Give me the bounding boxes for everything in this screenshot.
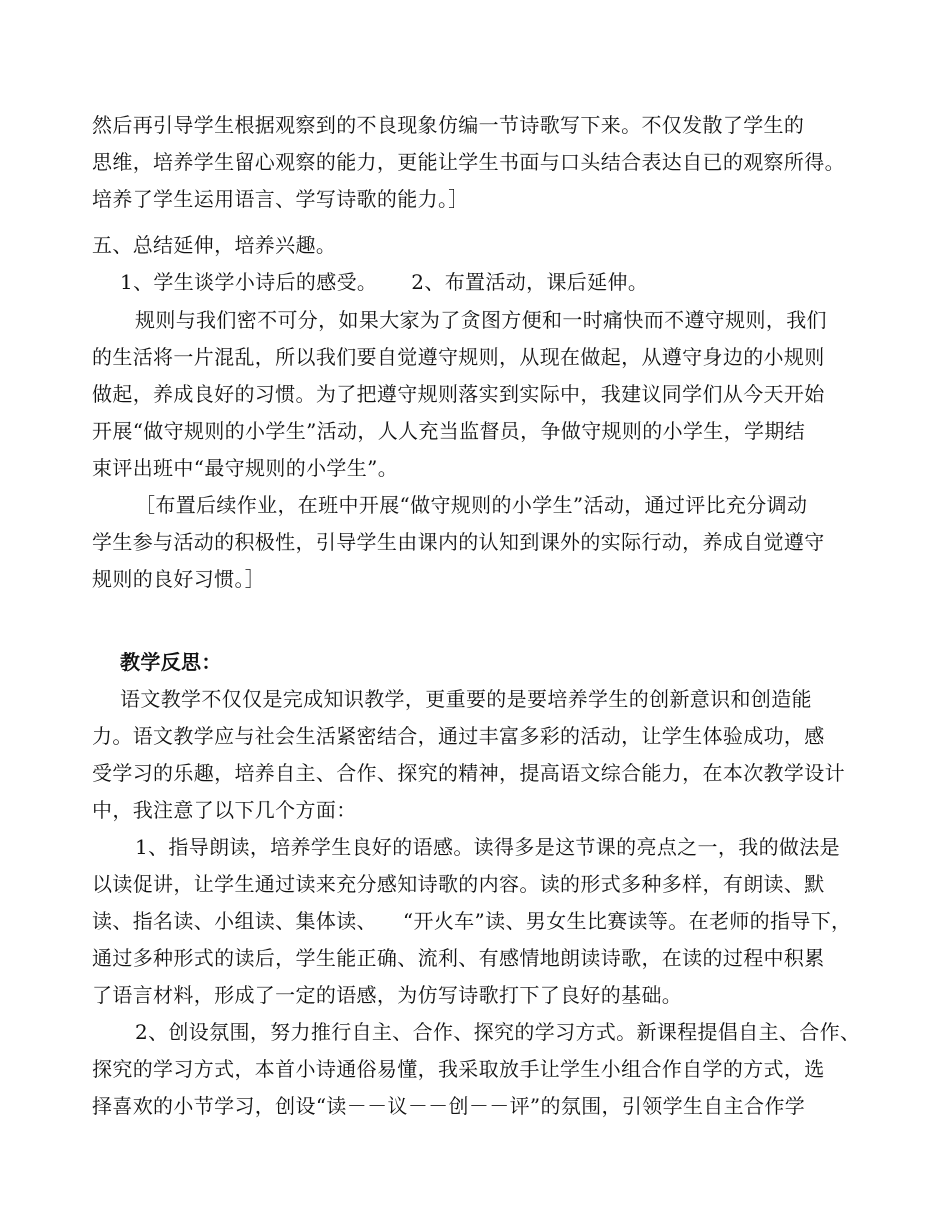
reflection-p1-line-1: 语文教学不仅仅是完成知识教学，更重要的是要培养学生的创新意识和创造能 — [120, 687, 812, 711]
section5-items — [120, 264, 648, 301]
reflection-p2-line-2: 以读促讲，让学生通过读来充分感知诗歌的内容。读的形式多种多样，有朗读、默 — [92, 872, 825, 896]
rules-line-5: 束评出班中“最守规则的小学生”。 — [92, 456, 399, 480]
intro-line-1: 然后再引导学生根据观察到的不良现象仿编一节诗歌写下来。不仅发散了学生的 — [92, 113, 805, 137]
section5-item-2: 2、布置活动，课后延伸。 — [411, 270, 649, 294]
note-line-1: ［布置后续作业，在班中开展“做守规则的小学生”活动，通过评比充分调动 — [135, 493, 808, 517]
reflection-p3-line-3: 择喜欢的小节学习，创设“读－－议－－创－－评”的氛围，引领学生自主合作学 — [92, 1094, 806, 1118]
intro-line-2: 思维，培养学生留心观察的能力，更能让学生书面与口头结合表达自已的观察所得。 — [92, 150, 845, 174]
section5-title: 五、总结延伸，培养兴趣。 — [92, 233, 337, 257]
rules-line-2: 的生活将一片混乱，所以我们要自觉遵守规则，从现在做起，从遵守身边的小规则 — [92, 345, 825, 369]
rules-line-1: 规则与我们密不可分，如果大家为了贪图方便和一时痛快而不遵守规则，我们 — [135, 308, 827, 332]
reflection-p2-line-5: 了语言材料，形成了一定的语感，为仿写诗歌打下了良好的基础。 — [92, 983, 683, 1007]
note-line-3: 规则的良好习惯。］ — [92, 567, 266, 591]
note-line-2: 学生参与活动的积极性，引导学生由课内的认知到课外的实际行动，养成自觉遵守 — [92, 530, 825, 554]
reflection-p2-line-4: 通过多种形式的读后，学生能正确、流利、有感情地朗读诗歌，在读的过程中积累 — [92, 946, 825, 970]
reflection-p2-line-1: 1、指导朗读，培养学生良好的语感。读得多是这节课的亮点之一，我的做法是 — [135, 835, 840, 859]
rules-line-3: 做起，养成良好的习惯。为了把遵守规则落实到实际中，我建议同学们从今天开始 — [92, 382, 825, 406]
reflection-p1-line-2: 力。语文教学应与社会生活紧密结合，通过丰富多彩的活动，让学生体验成功，感 — [92, 724, 825, 748]
reflection-p1-line-3: 受学习的乐趣，培养自主、合作、探究的精神，提高语文综合能力，在本次教学设计 — [92, 761, 845, 785]
reflection-p3-line-2: 探究的学习方式，本首小诗通俗易懂，我采取放手让学生小组合作自学的方式，选 — [92, 1057, 825, 1081]
reflection-p2-line-3 — [92, 903, 851, 940]
reflection-p2-line-3a: 读、指名读、小组读、集体读、 — [92, 909, 377, 933]
intro-line-3: 培养了学生运用语言、学写诗歌的能力。］ — [92, 187, 469, 211]
reflection-p1-line-4: 中，我注意了以下几个方面： — [92, 798, 357, 822]
reflection-p3-line-1: 2、创设氛围，努力推行自主、合作、探究的学习方式。新课程提倡自主、合作、 — [135, 1020, 861, 1044]
section5-item-1: 1、学生谈学小诗后的感受。 — [120, 270, 378, 294]
reflection-heading: 教学反思： — [120, 650, 222, 674]
reflection-p2-line-3b: “开火车”读、男女生比赛读等。在老师的指导下， — [402, 909, 852, 933]
rules-line-4: 开展“做守规则的小学生”活动，人人充当监督员，争做守规则的小学生，学期结 — [92, 419, 806, 443]
